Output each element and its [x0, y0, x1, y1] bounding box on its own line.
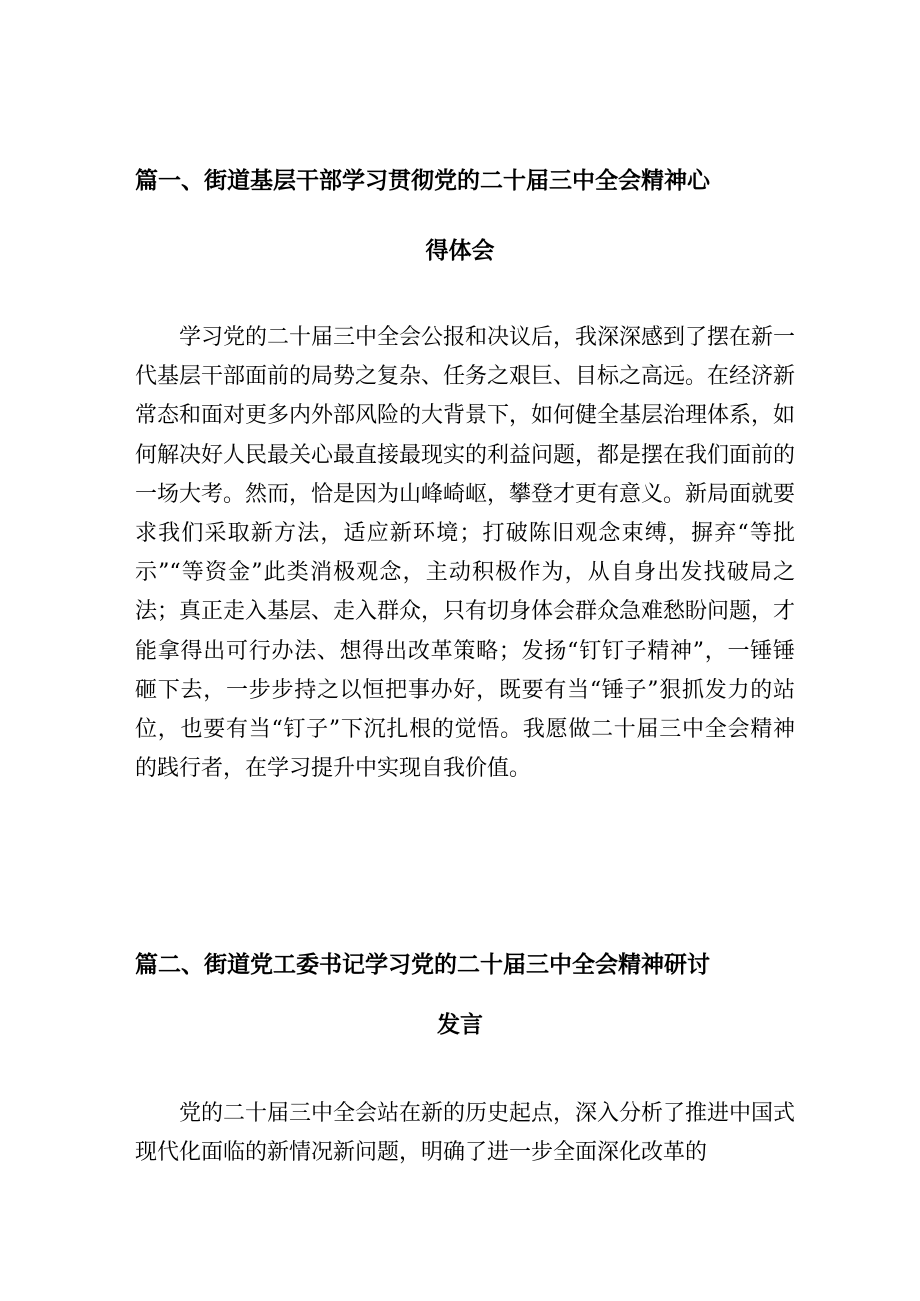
section2-title-line2: 发言: [437, 1012, 483, 1038]
section1-title-line2: 得体会: [425, 238, 495, 264]
section2-title-line1: 篇二、街道党工委书记学习党的二十届三中全会精神研讨: [135, 952, 710, 978]
section1-paragraph: 学习党的二十届三中全会公报和决议后，我深深感到了摆在新一代基层干部面前的局势之复杂、任务之艰巨、目标之高远。在经济新常态和面对更多内外部风险的大背景下，如何健全基层治理体系，如何解决好人民最关心最直接最现实的利益问题，都是摆在我们面前的一场大考。然而，恰是因为山峰崎岖，攀登才更有意义。新局面就要求我们采取新方法，适应新环境；打破陈旧观念束缚，摒弃“等批示”“等资金”此类消极观念，主动积极作为，从自身出发找破局之法；真正走入基层、走入群众，只有切身体会群众急难愁盼问题，才能拿得出可行办法、想得出改革策略；发扬“钉钉子精神”，一锤锤砸下去，一步步持之以恒把事办好，既要有当“锤子”狠抓发力的站位，也要有当“钉子”下沉扎根的觉悟。我愿做二十届三中全会精神的践行者，在学习提升中实现自我价值。: [135, 325, 796, 782]
section1-title-line1: 篇一、街道基层干部学习贯彻党的二十届三中全会精神心: [135, 168, 710, 194]
section2-paragraph: 党的二十届三中全会站在新的历史起点，深入分析了推进中国式现代化面临的新情况新问题，明确了进一步全面深化改革的: [135, 1101, 796, 1166]
